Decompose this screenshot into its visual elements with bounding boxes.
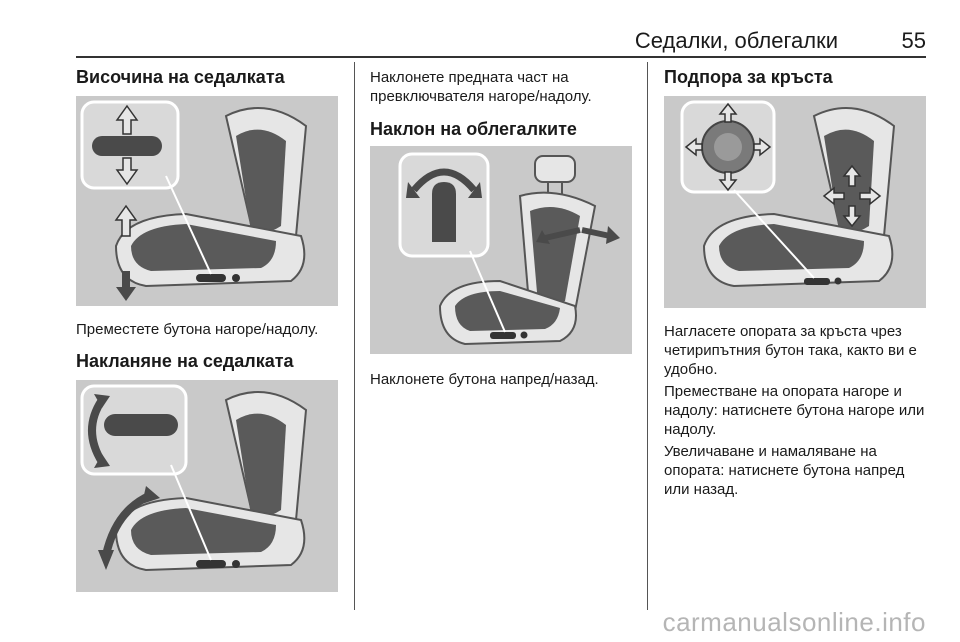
figure-lumbar-support bbox=[664, 96, 926, 308]
page-number: 55 bbox=[901, 28, 926, 53]
backrest-tilt-illustration bbox=[370, 146, 632, 354]
figure-seat-tilt bbox=[76, 380, 338, 592]
column-divider-1 bbox=[354, 62, 355, 610]
heading-backrest-tilt: Наклон на облегалките bbox=[370, 119, 577, 139]
text-seat-tilt-instruction: Наклонете предната част на превключвателя нагоре/надолу. bbox=[370, 69, 592, 105]
seat-height-illustration bbox=[76, 96, 338, 306]
heading-seat-height: Височина на седалката bbox=[76, 67, 285, 87]
heading-lumbar-support: Подпора за кръста bbox=[664, 67, 833, 87]
header-title: Седалки, облегалки bbox=[634, 28, 838, 53]
heading-seat-tilt: Накланяне на седалката bbox=[76, 351, 294, 371]
watermark: carmanualsonline.info bbox=[662, 607, 926, 637]
column-divider-2 bbox=[647, 62, 648, 610]
seat-tilt-illustration bbox=[76, 380, 338, 592]
lumbar-support-illustration bbox=[664, 96, 926, 308]
figure-backrest-tilt bbox=[370, 146, 632, 354]
text-backrest-tilt: Наклонете бутона напред/назад. bbox=[370, 371, 599, 388]
figure-seat-height bbox=[76, 96, 338, 306]
text-lumbar-in-out: Увеличаване и намаляване на опората: натиснете бутона напред или назад. bbox=[664, 443, 905, 498]
text-lumbar-adjust: Нагласете опората за кръста чрез четирипътния бутон така, както ви е удобно. bbox=[664, 323, 917, 378]
text-seat-height: Преместете бутона нагоре/надолу. bbox=[76, 321, 319, 338]
header-rule bbox=[76, 56, 926, 58]
text-lumbar-up-down: Преместване на опората нагоре и надолу: натиснете бутона нагоре или надолу. bbox=[664, 383, 925, 438]
page-header bbox=[76, 28, 926, 52]
